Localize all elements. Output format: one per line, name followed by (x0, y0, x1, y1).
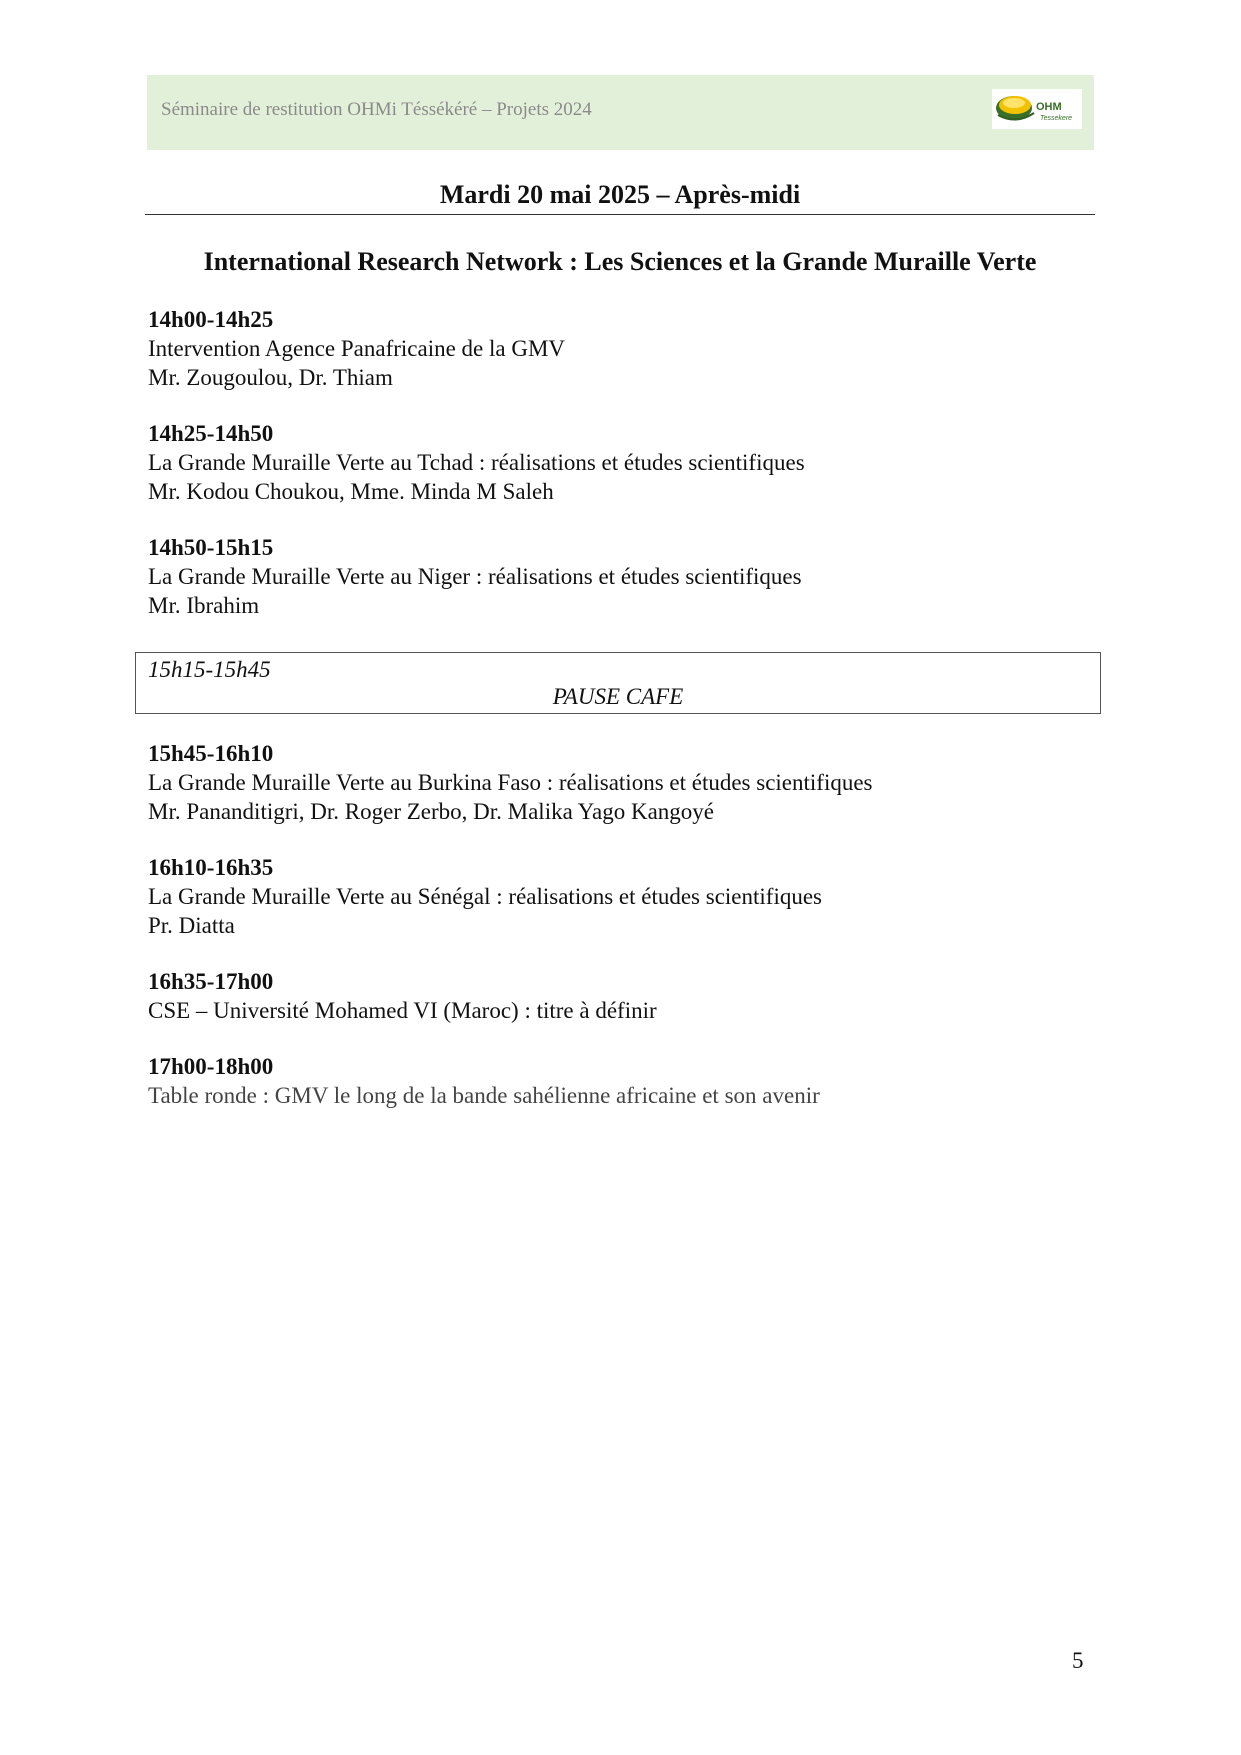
page-number: 5 (1072, 1648, 1084, 1673)
day-title: Mardi 20 mai 2025 – Après-midi (439, 180, 801, 209)
pause-label: PAUSE CAFE (552, 684, 684, 709)
slot-time: 16h35-17h00 (148, 969, 274, 994)
program-slot (148, 419, 805, 506)
header-band (147, 75, 1094, 150)
ohm-logo-icon (994, 91, 1038, 127)
slot-title: La Grande Muraille Verte au Niger : réalisations et études scientifiques (148, 564, 802, 589)
slot-title: La Grande Muraille Verte au Tchad : réalisations et études scientifiques (148, 450, 805, 475)
slot-speakers: Pr. Diatta (148, 913, 235, 938)
program-slot (148, 305, 565, 392)
day-title-rule (145, 214, 1095, 215)
pause-time: 15h15-15h45 (148, 657, 271, 682)
slot-time: 14h00-14h25 (148, 307, 274, 332)
program-slot (148, 853, 822, 940)
slot-time: 15h45-16h10 (148, 741, 274, 766)
slot-title: CSE – Université Mohamed VI (Maroc) : titre à définir (148, 998, 657, 1023)
logo-text: OHM (1036, 101, 1062, 113)
slot-time: 16h10-16h35 (148, 855, 274, 880)
slot-speakers: Mr. Pananditigri, Dr. Roger Zerbo, Dr. Malika Yago Kangoyé (148, 799, 714, 824)
pause-box (135, 652, 1101, 714)
section-title: International Research Network : Les Sciences et la Grande Muraille Verte (203, 247, 1037, 276)
slot-speakers: Mr. Ibrahim (148, 593, 260, 618)
program-slot (148, 967, 657, 1025)
program-slot (148, 739, 873, 826)
slot-time: 17h00-18h00 (148, 1054, 274, 1079)
slot-title: Intervention Agence Panafricaine de la GMV (148, 336, 566, 361)
slot-time: 14h50-15h15 (148, 535, 274, 560)
slot-speakers: Mr. Kodou Choukou, Mme. Minda M Saleh (148, 479, 554, 504)
logo-subtext: Tessekere (1040, 115, 1073, 122)
header-text: Séminaire de restitution OHMi Téssékéré – Projets 2024 (161, 99, 592, 120)
program-slot (148, 533, 802, 620)
slot-title: La Grande Muraille Verte au Sénégal : réalisations et études scientifiques (148, 884, 823, 909)
program-slot (148, 1052, 820, 1110)
slot-time: 14h25-14h50 (148, 421, 274, 446)
ohm-logo (992, 89, 1082, 129)
slot-title: Table ronde : GMV le long de la bande sahélienne africaine et son avenir (148, 1083, 820, 1108)
slot-speakers: Mr. Zougoulou, Dr. Thiam (148, 365, 393, 390)
slot-title: La Grande Muraille Verte au Burkina Faso : réalisations et études scientifiques (148, 770, 873, 795)
